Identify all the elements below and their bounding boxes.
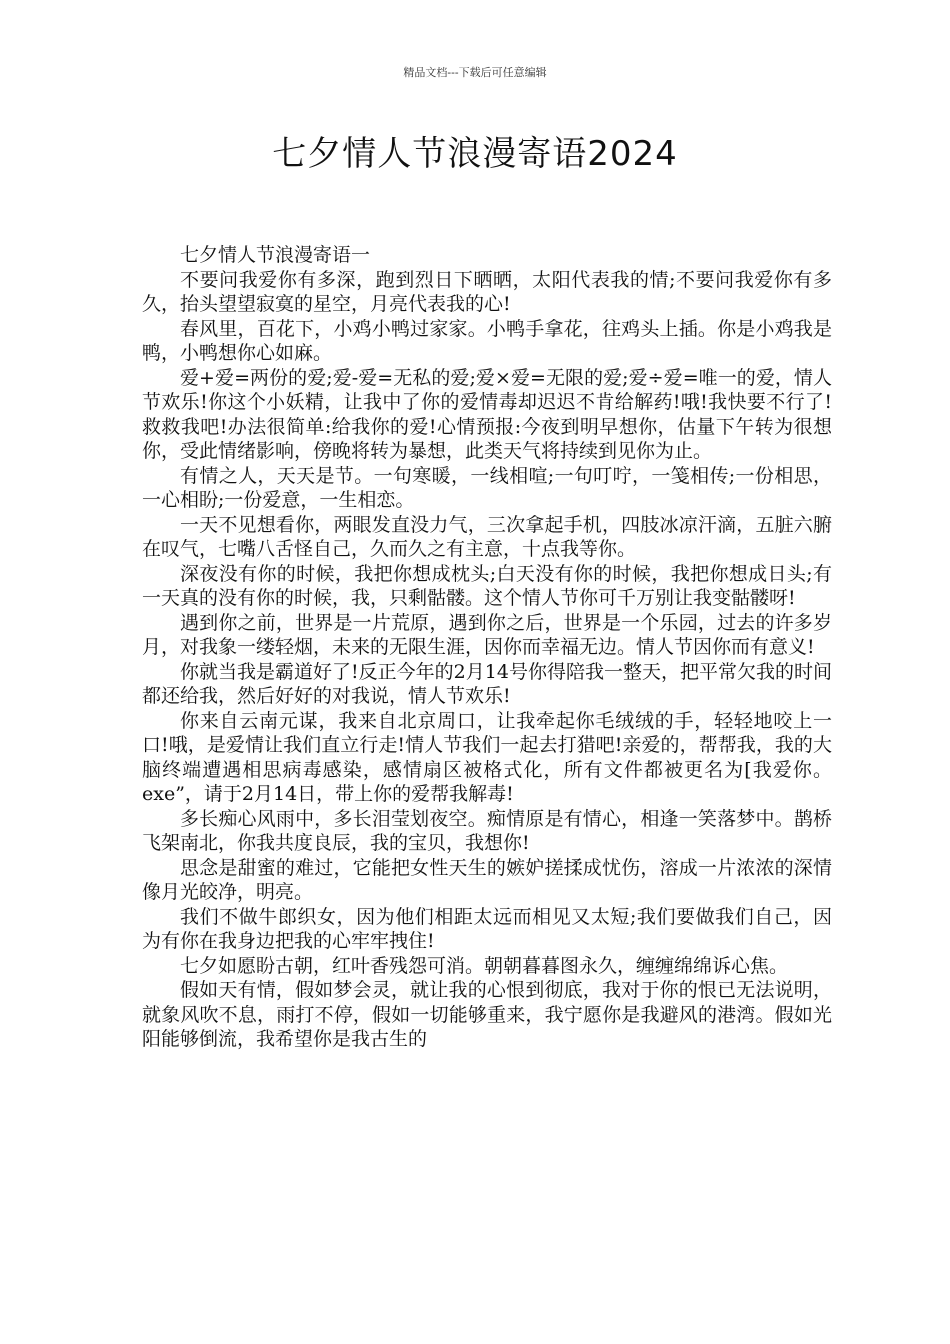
paragraph: 七夕如愿盼古朝，红叶香残怨可消。朝朝暮暮图永久，缠缠绵绵诉心焦。 xyxy=(180,954,789,977)
paragraph: 一天不见想看你，两眼发直没力气，三次拿起手机，四肢冰凉汗滴，五脏六腑在叹气，七嘴八舌怪自己，久而久之有主意，十点我等你。 xyxy=(142,513,832,560)
paragraph: 你来自云南元谋，我来自北京周口，让我牵起你毛绒绒的手，轻轻地咬上一口!哦，是爱情让我们直立行走!情人节我们一起去打猎吧!亲爱的，帮帮我，我的大脑终端遭遇相思病毒感染，感情扇区被格式化，所有文件都被更名为[我爱你。exe”，请于2月14日，带上你的爱帮我解毒! xyxy=(142,709,832,805)
paragraph: 不要问我爱你有多深，跑到烈日下晒晒，太阳代表我的情;不要问我爱你有多久，抬头望望寂寞的星空，月亮代表我的心! xyxy=(142,268,832,315)
document-title: 七夕情人节浪漫寄语2024 xyxy=(272,134,678,174)
document-body xyxy=(142,243,832,1052)
paragraph: 有情之人，天天是节。一句寒暖，一线相喧;一句叮咛，一笺相传;一份相思，一心相盼;一份爱意，一生相恋。 xyxy=(142,464,832,511)
paragraph: 遇到你之前，世界是一片荒原，遇到你之后，世界是一个乐园，过去的许多岁月，对我象一缕轻烟，未来的无限生涯，因你而幸福无边。情人节因你而有意义! xyxy=(142,611,832,658)
paragraph: 爱+爱=两份的爱;爱-爱=无私的爱;爱×爱=无限的爱;爱÷爱=唯一的爱，情人节欢乐!你这个小妖精，让我中了你的爱情毒却迟迟不肯给解药!哦!我快要不行了!救救我吧!办法很简单:给我你的爱!心情预报:今夜到明早想你，估量下午转为很想你，受此情绪影响，傍晚将转为暴想，此类天气将持续到见你为止。 xyxy=(142,366,832,462)
paragraph: 思念是甜蜜的难过，它能把女性天生的嫉妒搓揉成忧伤，溶成一片浓浓的深情像月光皎净，明亮。 xyxy=(142,856,832,903)
paragraph: 我们不做牛郎织女，因为他们相距太远而相见又太短;我们要做我们自己，因为有你在我身边把我的心牢牢拽住! xyxy=(142,905,832,952)
paragraph: 春风里，百花下，小鸡小鸭过家家。小鸭手拿花，往鸡头上插。你是小鸡我是鸭，小鸭想你心如麻。 xyxy=(142,317,832,364)
paragraph: 深夜没有你的时候，我把你想成枕头;白天没有你的时候，我把你想成日头;有一天真的没有你的时候，我，只剩骷髅。这个情人节你可千万别让我变骷髅呀! xyxy=(142,562,832,609)
paragraph: 假如天有情，假如梦会灵，就让我的心恨到彻底，我对于你的恨已无法说明，就象风吹不息，雨打不停，假如一切能够重来，我宁愿你是我避风的港湾。假如光阳能够倒流，我希望你是我古生的 xyxy=(142,979,832,1050)
running-header: 精品文档---下载后可任意编辑 xyxy=(403,66,547,79)
paragraph: 多长痴心风雨中，多长泪莹划夜空。痴情原是有情心，相逢一笑落梦中。鹊桥飞架南北，你我共度良辰，我的宝贝，我想你! xyxy=(142,807,832,854)
paragraph: 你就当我是霸道好了!反正今年的2月14号你得陪我一整天，把平常欠我的时间都还给我，然后好好的对我说，情人节欢乐! xyxy=(142,660,832,707)
section-heading: 七夕情人节浪漫寄语一 xyxy=(180,244,371,266)
